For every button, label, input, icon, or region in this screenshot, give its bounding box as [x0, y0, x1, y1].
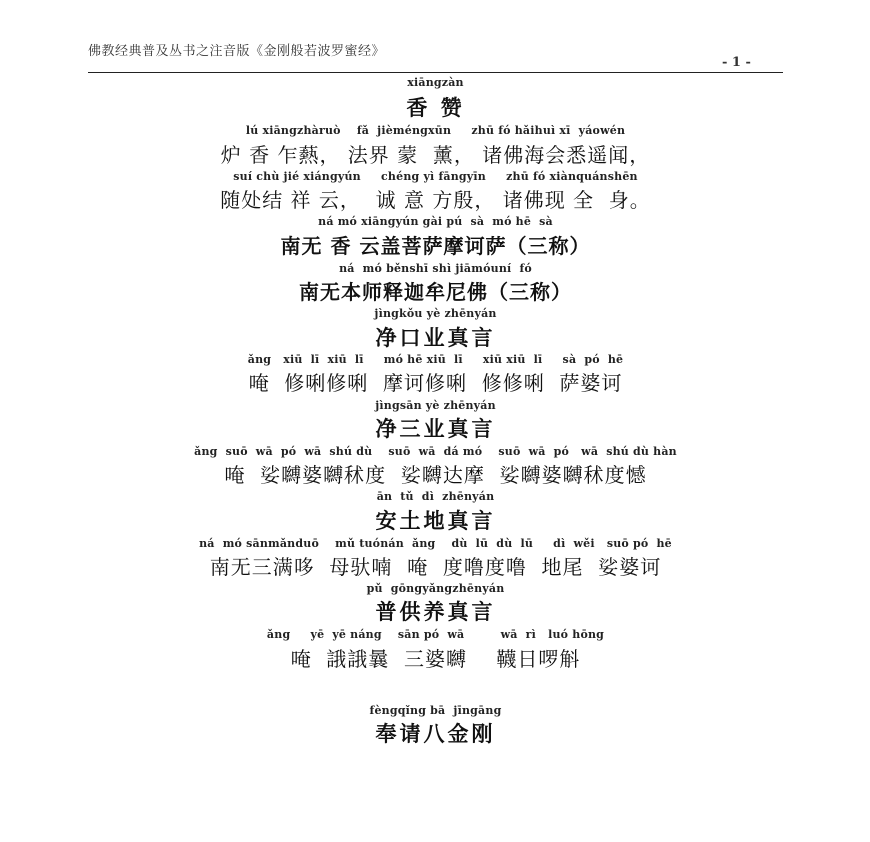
- mantra-pugongyang: 唵 誐誐曩 三婆嚩 韈日啰斛: [290, 647, 581, 671]
- pinyin-mantra-antudi: ná mó sānmǎnduō mǔ tuónán ǎng dù lū dù lū dì wěi suō pó hē: [199, 537, 672, 550]
- pinyin-verse-1: lú xiāngzhàruò fǎ jièméngxūn zhū fó hǎihuì xī yáowén: [245, 124, 626, 137]
- pinyin-mantra-jingkouye: ǎng xiū lī xiū lī mó hē xiū lī xiū xiū lī sà pó hē: [247, 353, 624, 366]
- verse-line-2: 随处结 祥 云， 诚 意 方殷， 诸佛现 全 身。: [220, 188, 651, 212]
- running-header: 佛教经典普及丛书之注音版《金刚般若波罗蜜经》: [88, 44, 386, 59]
- mantra-antudi: 南无三满哆 母驮喃 唵 度噜度噜 地尾 娑婆诃: [209, 555, 662, 579]
- pinyin-homage-2: ná mó běnshī shì jiāmóuní fó: [339, 262, 532, 275]
- mantra-jingsanye: 唵 娑嚩婆嚩秫度 娑嚩达摩 娑嚩婆嚩秫度憾: [224, 463, 647, 487]
- pinyin-heading-jingsanye: jìngsān yè zhēnyán: [375, 399, 496, 412]
- pinyin-mantra-jingsanye: ǎng suō wā pó wā shú dù suō wā dá mó suō wā pó wā shú dù hàn: [194, 445, 677, 458]
- pinyin-xiangzan: xiāngzàn: [407, 76, 464, 89]
- mantra-jingkouye: 唵 修唎修唎 摩诃修唎 修修唎 萨婆诃: [248, 371, 623, 395]
- verse-line-1: 炉 香 乍爇， 法界 蒙 薰， 诸佛海会悉遥闻，: [220, 143, 651, 167]
- pinyin-mantra-pugongyang: ǎng yē yē náng sān pó wā wā rì luó hōng: [266, 628, 605, 641]
- heading-fengqing: 奉请八金刚: [375, 721, 496, 746]
- page-number: - 1 -: [722, 55, 751, 70]
- pinyin-homage-1: ná mó xiāngyún gài pú sà mó hē sà: [318, 215, 553, 228]
- heading-xiangzan: 香 赞: [406, 95, 465, 120]
- heading-antudi: 安土地真言: [375, 508, 496, 533]
- homage-line-2: 南无本师释迦牟尼佛（三称）: [299, 280, 572, 304]
- homage-line-1: 南无 香 云盖菩萨摩诃萨（三称）: [280, 234, 591, 258]
- header-rule: [88, 72, 783, 73]
- pinyin-heading-fengqing: fèngqǐng bā jīngāng: [369, 704, 502, 717]
- pinyin-verse-2: suí chù jié xiángyún chéng yì fāngyīn zhū fó xiànquánshēn: [233, 170, 638, 183]
- heading-jingkouye: 净口业真言: [375, 325, 496, 350]
- pinyin-heading-antudi: ān tǔ dì zhēnyán: [376, 490, 495, 503]
- heading-jingsanye: 净三业真言: [375, 416, 496, 441]
- heading-pugongyang: 普供养真言: [375, 599, 496, 624]
- pinyin-heading-jingkouye: jìngkǒu yè zhēnyán: [374, 307, 497, 320]
- pinyin-heading-pugongyang: pǔ gōngyǎngzhēnyán: [366, 582, 505, 595]
